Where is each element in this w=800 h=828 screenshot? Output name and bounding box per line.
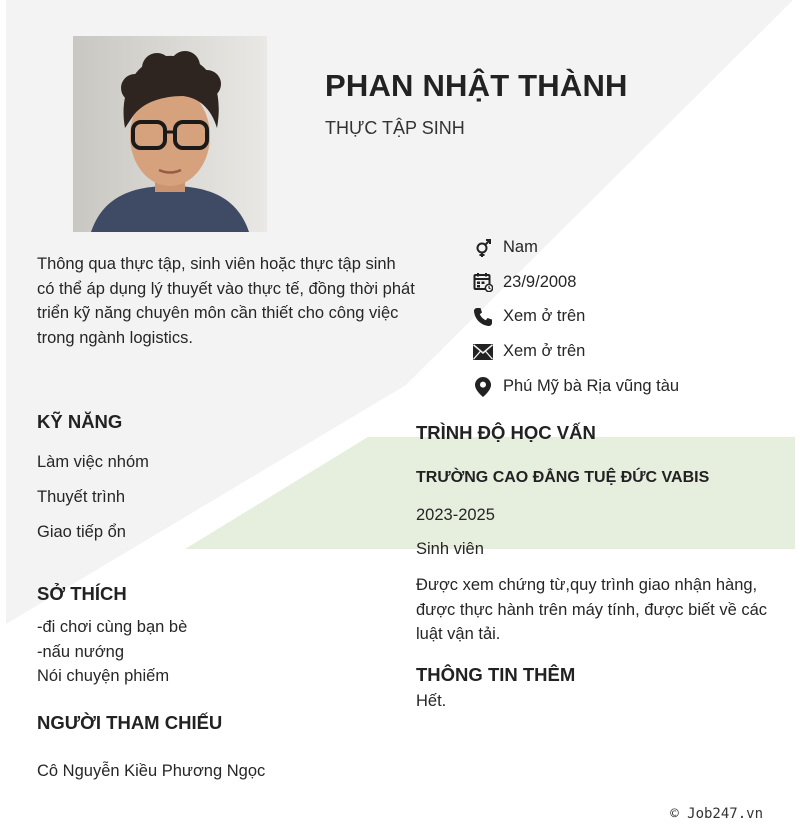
skill-item: Thuyết trình — [37, 488, 126, 506]
references-heading: NGƯỜI THAM CHIẾU — [37, 712, 223, 733]
contact-birthday-text: 23/9/2008 — [503, 272, 577, 291]
calendar-icon — [472, 271, 494, 293]
skills-heading: KỸ NĂNG — [37, 411, 123, 432]
contact-birthday — [472, 265, 679, 300]
candidate-role: THỰC TẬP SINH — [325, 118, 465, 138]
contact-gender-text: Nam — [503, 237, 538, 256]
contact-phone — [472, 300, 679, 335]
contact-address-text: Phú Mỹ bà Rịa vũng tàu — [503, 377, 680, 396]
education-description: Được xem chứng từ,quy trình giao nhận hàng, được thực hành trên máy tính, được biết về các luật vận tải. — [416, 576, 768, 643]
extra-info-heading: THÔNG TIN THÊM — [416, 664, 576, 685]
candidate-name: PHAN NHẬT THÀNH — [325, 68, 628, 103]
contact-email — [472, 334, 679, 369]
contact-list — [472, 230, 679, 404]
education-heading: TRÌNH ĐỘ HỌC VẤN — [416, 422, 596, 443]
hobbies-heading: SỞ THÍCH — [37, 583, 127, 604]
email-icon — [472, 341, 494, 363]
profile-photo — [73, 36, 267, 232]
career-summary: Thông qua thực tập, sinh viên hoặc thực tập sinh có thể áp dụng lý thuyết vào thực tế, đồng thời phát triển kỹ năng chuyên môn cần thiết cho công việc trong ngành logistics. — [37, 255, 415, 347]
education-school: TRƯỜNG CAO ĐẲNG TUỆ ĐỨC VABIS — [416, 469, 710, 486]
location-icon — [472, 376, 494, 398]
education-status: Sinh viên — [416, 540, 484, 558]
skill-item: Giao tiếp ổn — [37, 523, 126, 541]
gender-icon — [472, 236, 494, 258]
contact-phone-text: Xem ở trên — [503, 307, 586, 326]
hobby-item: Nói chuyện phiếm — [37, 667, 170, 685]
footer-credit: © Job247.vn — [670, 806, 763, 822]
contact-email-text: Xem ở trên — [503, 342, 586, 361]
contact-gender — [472, 230, 679, 265]
education-period: 2023-2025 — [416, 506, 495, 524]
phone-icon — [472, 306, 494, 328]
hobby-item: -đi chơi cùng bạn bè — [37, 618, 188, 636]
contact-address — [472, 369, 679, 404]
reference-name: Cô Nguyễn Kiều Phương Ngọc — [37, 762, 266, 780]
hobby-item: -nấu nướng — [37, 643, 125, 661]
skill-item: Làm việc nhóm — [37, 453, 149, 471]
extra-info-text: Hết. — [416, 692, 447, 710]
